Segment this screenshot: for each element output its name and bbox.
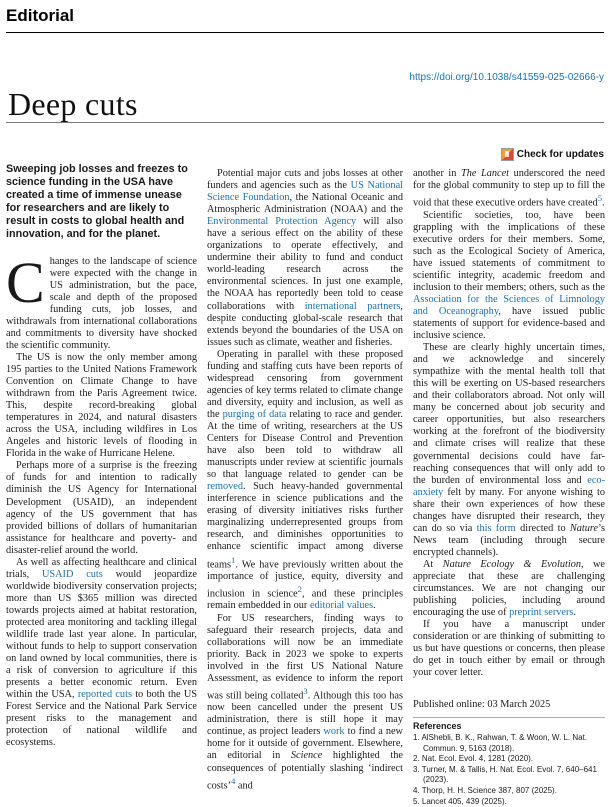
- title-rule: [6, 122, 604, 123]
- column-3: [413, 168, 605, 807]
- paragraph: Scientific societies, too, have been grappling with the implications of these executive orders for their members. Some, such as the Ecological Society of America, have issued statements of commitment to scientific integrity, academic freedom and inclusion to their members; others, such as the Association for the Sciences of Limnology and Oceanography, have issued public statements of support for evidence-based and inclusive science.: [413, 209, 606, 342]
- epa-link[interactable]: Environmental Protection Agency: [207, 216, 357, 228]
- paragraph: The US is now the only member among 195 parties to the United Nations Framework Convention on Climate Change to have withdrawn from the Paris Agreement twice. This, despite record-breaking global temperatures in 2024, and natural disasters across the USA, including wildfires in Los Angeles and historic levels of flooding in Florida in the wake of Hurricane Helene.: [6, 351, 197, 460]
- column-2: [207, 168, 403, 792]
- citation-3[interactable]: 3: [303, 685, 308, 696]
- reference-item: 2. Nat. Ecol. Evol. 4, 1281 (2020).: [413, 754, 534, 764]
- reference-item: 5. Lancet 405, 439 (2025).: [413, 796, 507, 806]
- paragraph: At Nature Ecology & Evolution, we appreciate that these are challenging circumstances. We are not changing our publishing policies, including around encouraging the use of preprint servers.: [413, 558, 606, 619]
- paragraph: For US researchers, finding ways to safeguard their research projects, data and collaborations will now be an immediate priority. Back in 2023 we spoke to experts involved in the first US National Nature Assessment, as evidence to inform the report was still being collated$^3$. Although this too has now been cancelled under the present US administration, there is still hope it may continue, as project leaders work to find a new home for it outside of government. Elsewhere, an editorial in Science highlighted the consequences of potentially slashing ‘indirect costs’$^4$ and: [207, 612, 404, 791]
- column-1: [6, 163, 197, 749]
- purging-of-data-link[interactable]: purging of data: [222, 408, 287, 420]
- check-updates-icon: [501, 148, 514, 161]
- usaid-cuts-link[interactable]: USAID cuts: [41, 568, 103, 580]
- check-for-updates-button[interactable]: [501, 148, 604, 161]
- reference-item: 1. AlShebli, B. K., Rahwan, T. & Woon, W. L. Nat. Commun. 9, 5163 (2018).: [413, 733, 588, 753]
- this-form-link[interactable]: this form: [476, 522, 516, 534]
- citation-2[interactable]: 2: [297, 584, 302, 595]
- standfirst: Sweeping job losses and freezes to science funding in the USA have created a time of immense unease for researchers and are likely to result in costs to global health and innovation, and for the planet.: [6, 163, 188, 241]
- removed-link[interactable]: removed: [207, 481, 244, 493]
- paragraph: Perhaps more of a surprise is the freezing of funds for and intention to radically diminish the US Agency for International Development (USAID), an independent agency of the US government that has provided billions of dollars of humanitarian assistance for healthcare and poverty- and disaster-relief around the world.: [6, 460, 197, 556]
- references: [413, 721, 605, 807]
- aslo-link[interactable]: Association for the Sciences of Limnology and Oceanography: [413, 293, 605, 317]
- international-partners-link[interactable]: international partners: [304, 300, 401, 312]
- paragraph: Potential major cuts and jobs losses at other funders and agencies such as the US National Science Foundation, the National Oceanic and Atmospheric Administration (NOAA) and the Environmental Protection Agency will also have a serious effect on the ability of these organizations to operate effectively, and undermine their ability to fund and conduct world-leading research across the environmental sciences. In just one example, the NOAA has reportedly been told to cease collaborations with international partners, despite conducting global-scale research that extends beyond the boundaries of the USA on issues such as climate, weather and fisheries.: [207, 168, 403, 348]
- nsf-link[interactable]: US National Science Foundation: [207, 180, 403, 204]
- paragraph: Changes to the landscape of science were expected with the change in US administration, but the pace, scale and depth of the proposed funding cuts, job losses, and withdrawals from international collaborations and commitments to diversity have shocked the scientific community.: [6, 249, 197, 351]
- references-rule: [413, 717, 605, 718]
- section-label: Editorial: [6, 6, 75, 25]
- paragraph: As well as affecting healthcare and clinical trials, USAID cuts would jeopardize worldwide biodiversity conservation projects; more than US $365 million was directed towards projects aimed at habitat restoration, protected area monitoring and tackling illegal wildlife trade last year alone. In particular, without funds to help to support conservation on land owned by local communities, there is a risk of conversion to agriculture if this presents a better economic return. Even within the USA, reported cuts to both the US Forest Service and the National Park Service present risks to the management and protection of national wildlife and ecosystems.: [6, 556, 197, 749]
- paragraph: These are clearly highly uncertain times, and we acknowledge and sincerely sympathize with the mental health toll that this will be exerting on US-based researchers and their collaborators abroad. Not only will many be concerned about job security and career opportunities, but also researchers working at the forefront of the biodiversity and climate crises will realize that these governmental decisions could have far-reaching consequences that will only add to the burden of environmental loss and eco-anxiety felt by many. For anyone wishing to share their own experiences of how these changes have disrupted their research, they can do so via this form directed to Nature’s News team (including through secure encrypted channels).: [413, 342, 606, 558]
- eco-anxiety-link[interactable]: eco-anxiety: [413, 474, 605, 498]
- article-title: Deep cuts: [8, 86, 138, 122]
- citation-1[interactable]: 1: [231, 554, 236, 565]
- work-link[interactable]: work: [323, 726, 345, 738]
- paragraph: Operating in parallel with these proposed funding and staffing cuts have been reports of widespread censoring from government agencies of key terms related to climate change and diversity, equity and inclusion, as well as the purging of data relating to race and gender. At the time of writing, researchers at the US Centers for Disease Control and Prevention have also been told to withdraw all manuscripts under review at scientific journals so that language related to gender can be removed. Such heavy-handed governmental interference in science publications and the erasing of diversity initiatives risks further marginalizing underrepresented groups from research, and diminishes opportunities to enhance scientific impact among diverse teams$^1$. We have previously written about the importance of justice, equity, diversity and inclusion in science$^2$, and these principles remain embedded in our editorial values.: [207, 348, 403, 612]
- check-updates-label: Check for updates: [516, 149, 604, 160]
- doi-link[interactable]: https://doi.org/10.1038/s41559-025-02666-y: [409, 72, 604, 83]
- reference-item: 3. Turner, M. & Tallis, H. Nat. Ecol. Evol. 7, 640–641 (2023).: [413, 764, 597, 785]
- paragraph: If you have a manuscript under consideration or are thinking of submitting to us but have questions or concerns, then please do get in touch either by email or through your cover letter.: [413, 619, 605, 679]
- published-date: Published online: 03 March 2025: [413, 699, 551, 711]
- reported-cuts-link[interactable]: reported cuts: [77, 689, 132, 701]
- citation-4[interactable]: 4: [231, 775, 236, 786]
- editorial-values-link[interactable]: editorial values: [309, 600, 374, 612]
- drop-cap: C: [6, 249, 45, 315]
- references-heading: References: [413, 721, 462, 732]
- citation-5[interactable]: 5: [597, 193, 602, 204]
- paragraph: another in The Lancet underscored the need for the global community to step up to fill the void that these executive orders have created$^5$.: [413, 168, 605, 209]
- header-rule: [6, 32, 604, 33]
- preprint-servers-link[interactable]: preprint servers: [509, 607, 574, 619]
- reference-item: 4. Thorp, H. H. Science 387, 807 (2025).: [413, 786, 557, 795]
